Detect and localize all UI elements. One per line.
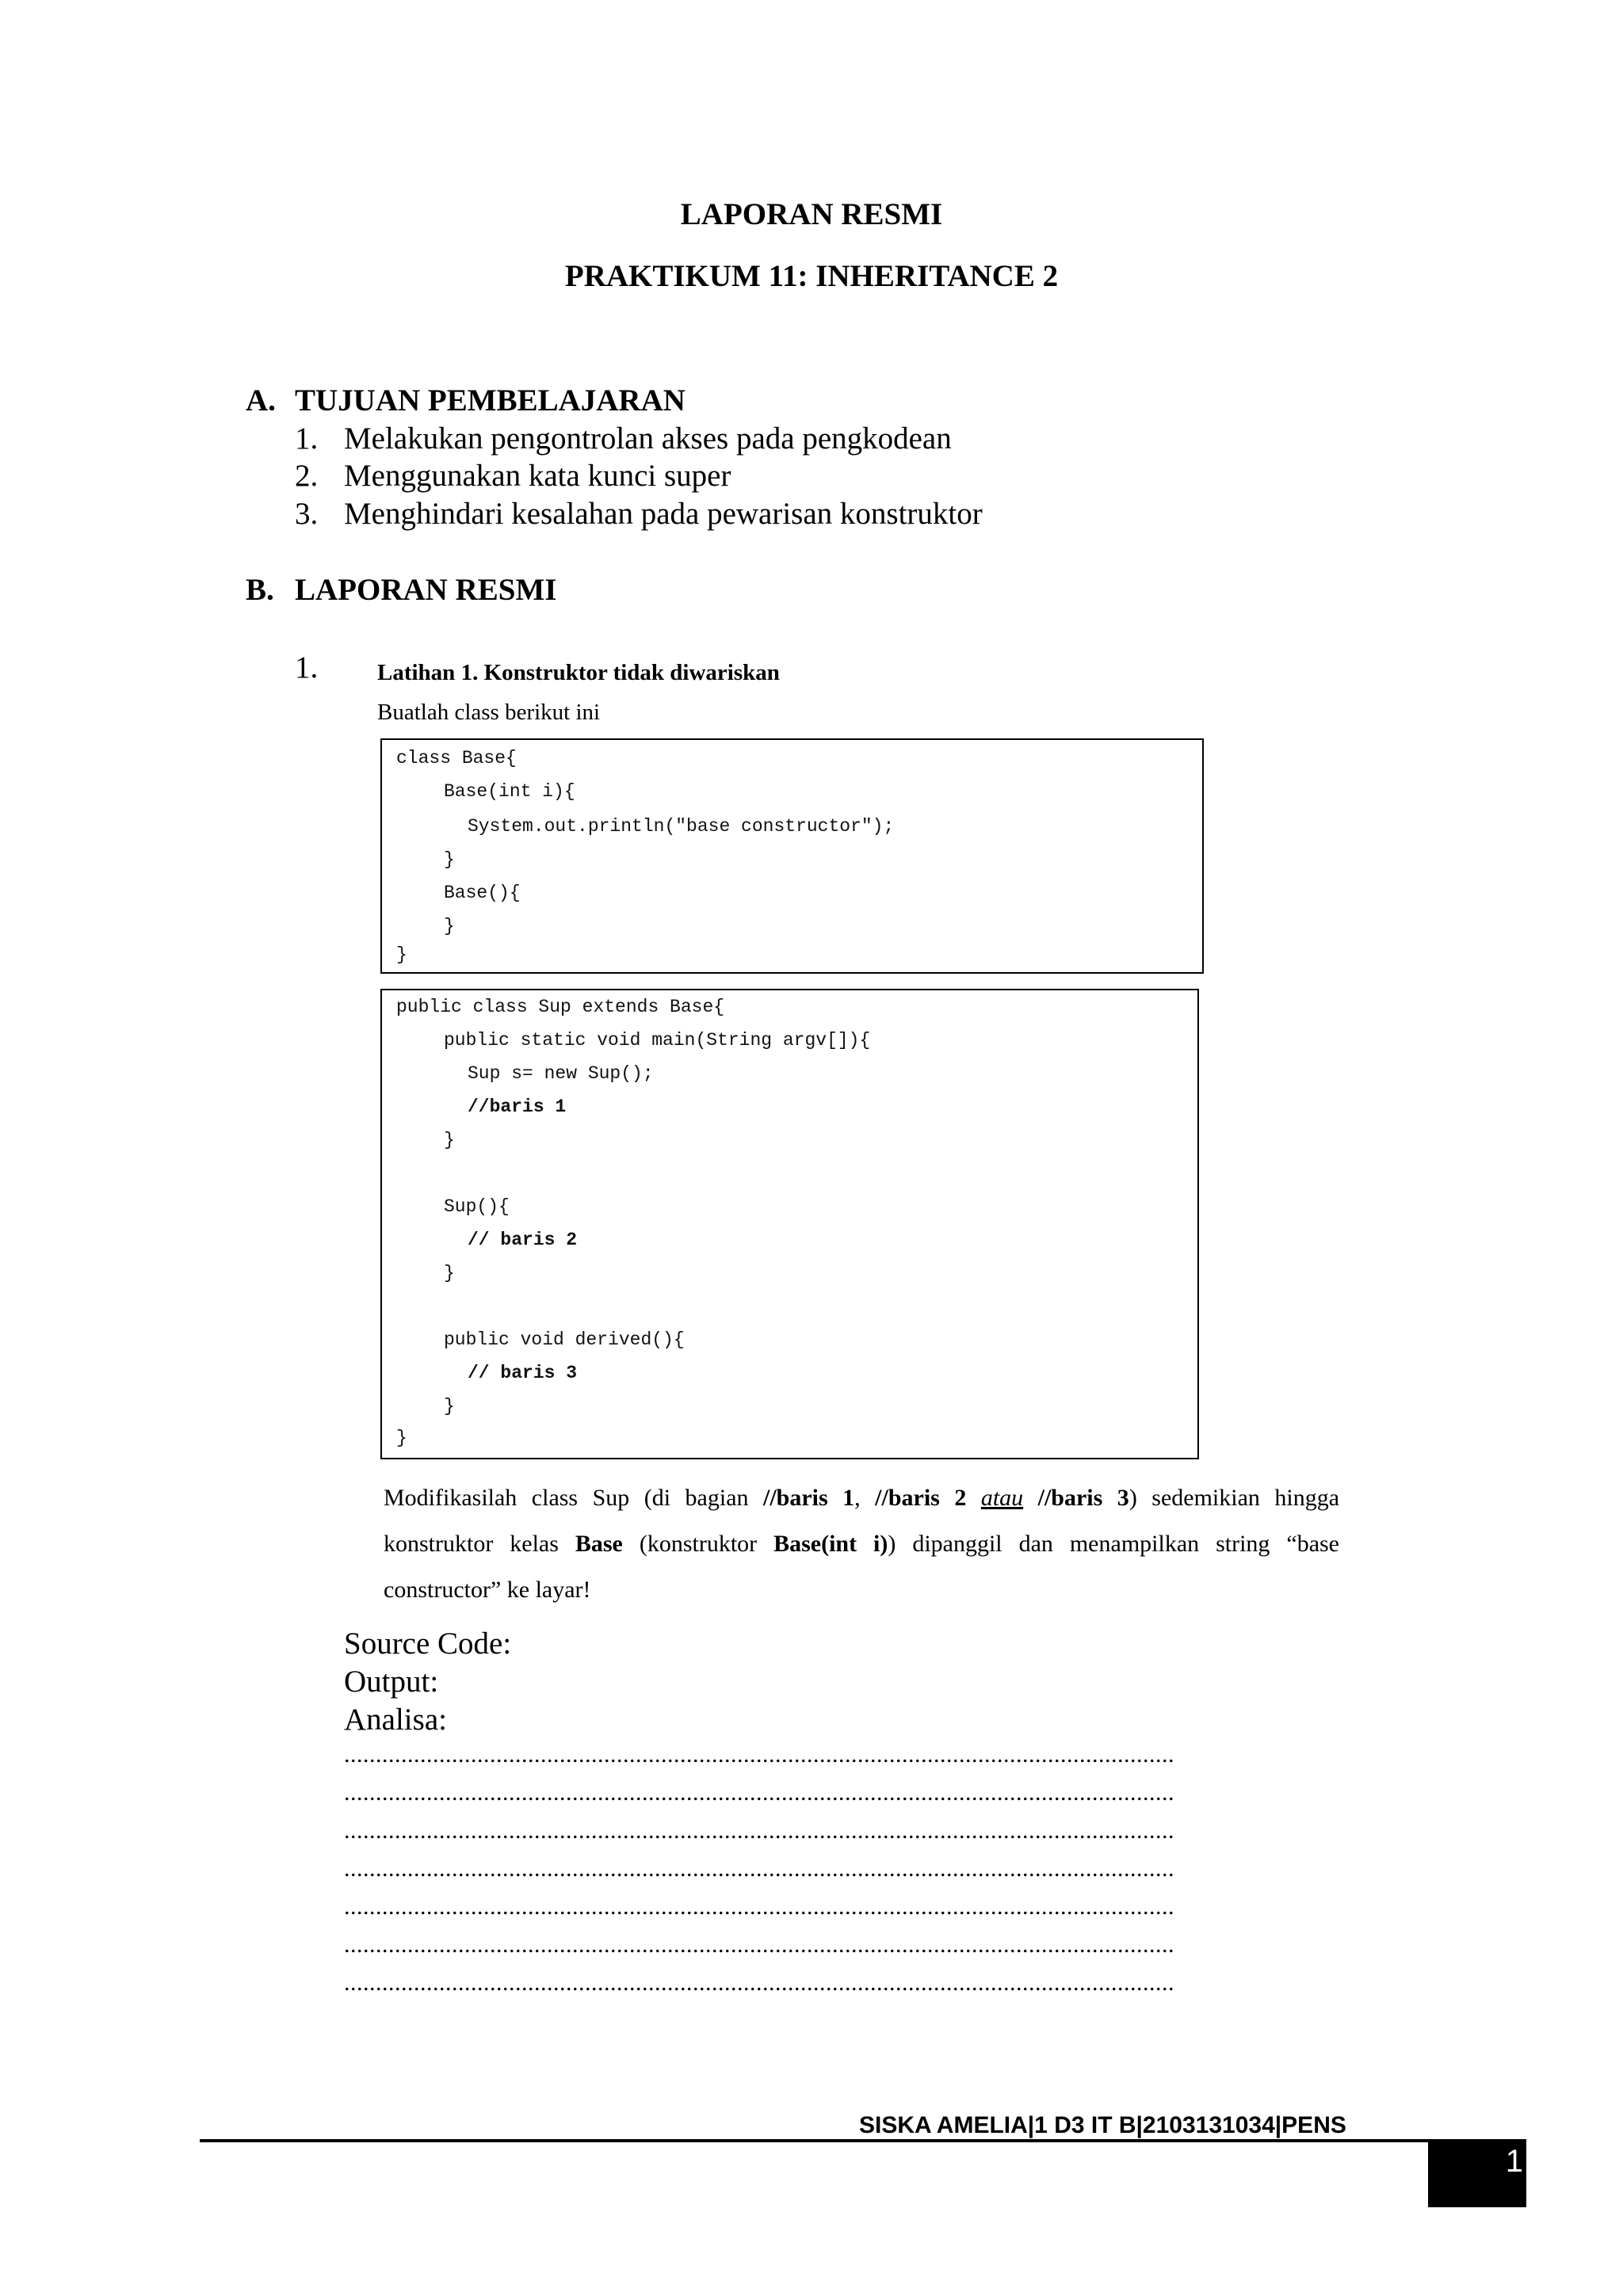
objective-num: 3. bbox=[295, 497, 319, 531]
analysis-line: ................................................................................................................................... bbox=[344, 1894, 1174, 1920]
exercise-number: 1. bbox=[295, 650, 319, 685]
section-a-label: A. bbox=[246, 383, 276, 418]
code-line: } bbox=[444, 1263, 455, 1283]
objective-text: Menggunakan kata kunci super bbox=[344, 459, 731, 493]
code-comment: // baris 2 bbox=[468, 1230, 578, 1250]
code-line: Sup s= new Sup(); bbox=[468, 1063, 654, 1084]
code-line: } bbox=[396, 1428, 407, 1448]
section-b-label: B. bbox=[246, 573, 274, 607]
code-line: Base(){ bbox=[444, 883, 521, 903]
code-line: public class Sup extends Base{ bbox=[396, 997, 725, 1017]
code-block-sup bbox=[380, 989, 1199, 1459]
code-line: class Base{ bbox=[396, 748, 517, 769]
code-comment: // baris 3 bbox=[468, 1363, 578, 1383]
source-code-label: Source Code: bbox=[344, 1627, 512, 1661]
section-a-heading: TUJUAN PEMBELAJARAN bbox=[295, 383, 685, 418]
analysis-line: ................................................................................................................................... bbox=[344, 1855, 1174, 1882]
code-line: } bbox=[396, 944, 407, 965]
analysis-line: ................................................................................................................................... bbox=[344, 1932, 1174, 1958]
code-block-base bbox=[380, 738, 1204, 974]
code-line: Base(int i){ bbox=[444, 781, 575, 802]
footer-identity: SISKA AMELIA|1 D3 IT B|2103131034|PENS bbox=[859, 2112, 1346, 2138]
document-subtitle: PRAKTIKUM 11: INHERITANCE 2 bbox=[564, 259, 1059, 293]
code-line: } bbox=[444, 1130, 455, 1150]
document-title: LAPORAN RESMI bbox=[680, 197, 943, 231]
code-line: System.out.println("base constructor"); bbox=[468, 816, 895, 837]
objective-num: 2. bbox=[295, 459, 319, 493]
analysis-line: ................................................................................................................................... bbox=[344, 1779, 1174, 1806]
objective-text: Menghindari kesalahan pada pewarisan konstruktor bbox=[344, 497, 983, 531]
analysis-line: ................................................................................................................................... bbox=[344, 1970, 1174, 1996]
page-number-box bbox=[1428, 2139, 1526, 2207]
code-line: } bbox=[444, 849, 455, 870]
objective-num: 1. bbox=[295, 421, 319, 456]
code-line: public static void main(String argv[]){ bbox=[444, 1030, 871, 1051]
footer-divider bbox=[200, 2139, 1444, 2142]
code-comment: //baris 1 bbox=[468, 1097, 567, 1117]
analysis-line: ................................................................................................................................... bbox=[344, 1817, 1174, 1844]
objective-text: Melakukan pengontrolan akses pada pengkodean bbox=[344, 421, 952, 456]
code-line: } bbox=[444, 1396, 455, 1417]
analysis-line: ................................................................................................................................... bbox=[344, 1741, 1174, 1768]
code-line: Sup(){ bbox=[444, 1196, 510, 1217]
output-label: Output: bbox=[344, 1665, 439, 1699]
code-line: public void derived(){ bbox=[444, 1329, 685, 1350]
exercise-subtitle: Buatlah class berikut ini bbox=[377, 700, 601, 725]
code-line: } bbox=[444, 916, 455, 936]
exercise-title: Latihan 1. Konstruktor tidak diwariskan bbox=[377, 660, 780, 685]
analisa-label: Analisa: bbox=[344, 1703, 447, 1737]
page-number: 1 bbox=[1505, 2144, 1523, 2179]
section-b-heading: LAPORAN RESMI bbox=[295, 573, 557, 607]
exercise-instruction: Modifikasilah class Sup (di bagian //baris 1, //baris 2 atau //baris 3) sedemikian hingga konstruktor kelas Base (konstruktor Base(int i)) dipanggil dan menampilkan string “base constructor” ke layar! bbox=[384, 1485, 1340, 1603]
